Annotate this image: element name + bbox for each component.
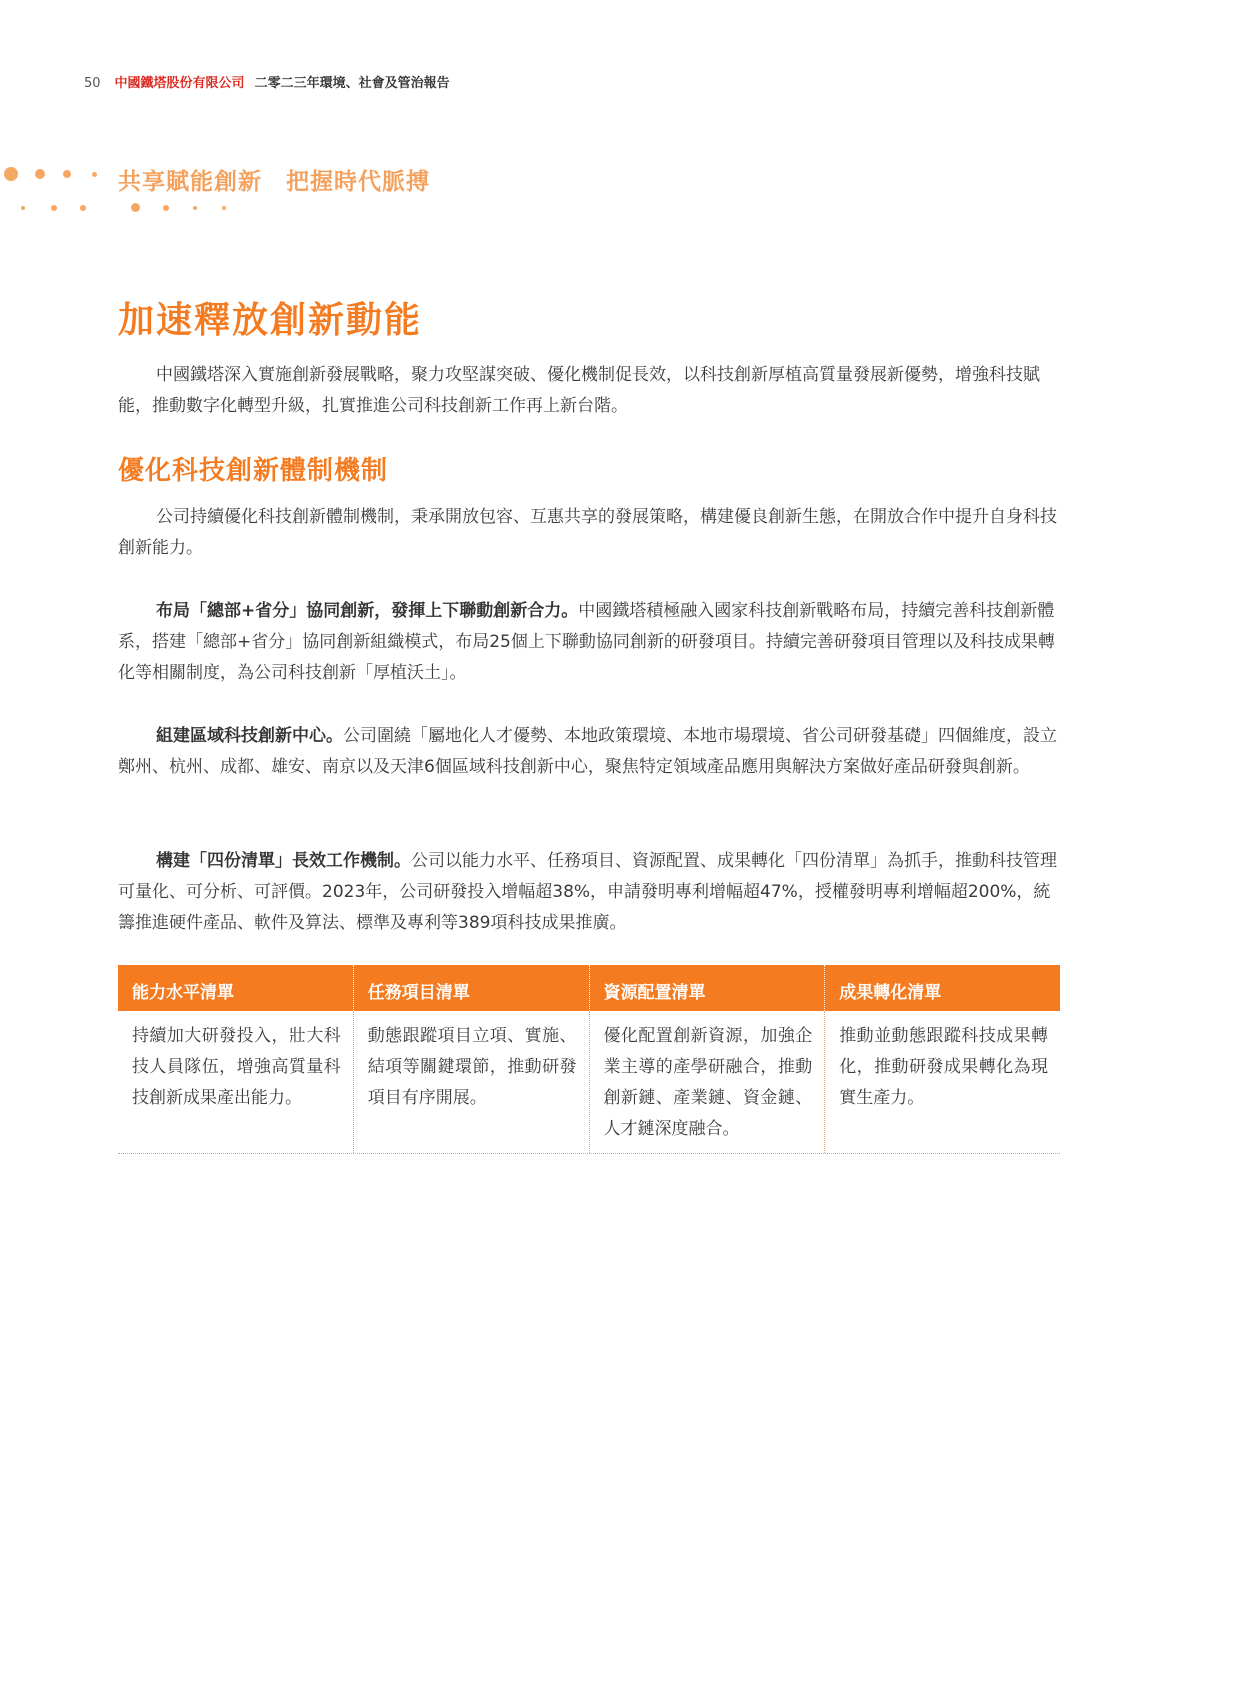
subsection-title: 優化科技創新體制機制 xyxy=(118,456,389,486)
dot-icon xyxy=(92,172,97,177)
paragraph-collaborative-innovation xyxy=(118,596,1058,689)
report-title: 二零二三年環境、社會及管治報告 xyxy=(254,76,450,91)
section-intro: 中國鐵塔深入實施創新發展戰略，聚力攻堅謀突破、優化機制促長效，以科技創新厚植高質量發展新優勢，增強科技賦能，推動數字化轉型升級，扎實推進公司科技創新工作再上新台階。 xyxy=(118,365,1040,416)
paragraph-four-lists xyxy=(118,846,1058,939)
table-header-cell: 資源配置清單 xyxy=(589,965,825,1011)
dot-icon xyxy=(163,205,169,211)
section-title: 加速釋放創新動能 xyxy=(118,300,423,341)
table-header-cell: 能力水平清單 xyxy=(132,983,234,1003)
dot-icon xyxy=(35,169,45,179)
running-header xyxy=(84,72,450,91)
subsection-intro: 公司持續優化科技創新體制機制，秉承開放包容、互惠共享的發展策略，構建優良創新生態，在開放合作中提升自身科技創新能力。 xyxy=(118,507,1057,558)
table-cell: 優化配置創新資源，加強企業主導的產學研融合，推動創新鏈、產業鏈、資金鏈、人才鏈深度融合。 xyxy=(589,1011,825,1153)
dot-icon xyxy=(4,167,18,181)
company-name: 中國鐵塔股份有限公司 xyxy=(114,76,245,91)
page-number: 50 xyxy=(84,76,101,91)
chapter-banner-title: 共享賦能創新 把握時代脈搏 xyxy=(118,169,430,195)
dot-icon xyxy=(193,206,197,210)
table-header-row xyxy=(118,965,1060,1011)
dot-icon xyxy=(63,170,71,178)
paragraph-lead: 構建「四份清單」長效工作機制。 xyxy=(156,851,411,871)
dot-icon xyxy=(21,206,25,210)
dot-icon xyxy=(51,205,57,211)
table-header-cell: 任務項目清單 xyxy=(353,965,589,1011)
paragraph-body: 中國鐵塔積極融入國家科技創新戰略布局，持續完善科技創新體系，搭建「總部+省分」協同創新組織模式，布局25個上下聯動協同創新的研發項目。持續完善研發項目管理以及科技成果轉化等相關制度，為公司科技創新「厚植沃土」。 xyxy=(118,601,1055,683)
paragraph-lead: 布局「總部+省分」協同創新，發揮上下聯動創新合力。 xyxy=(156,601,579,621)
dot-icon xyxy=(131,203,140,212)
paragraph-lead: 組建區域科技創新中心。 xyxy=(156,726,343,746)
table-row xyxy=(118,1011,1060,1153)
table-header-cell: 成果轉化清單 xyxy=(824,965,1060,1011)
table-cell: 推動並動態跟蹤科技成果轉化，推動研發成果轉化為現實生產力。 xyxy=(824,1011,1060,1153)
table-cell: 持續加大研發投入，壯大科技人員隊伍，增強高質量科技創新成果產出能力。 xyxy=(132,1026,341,1108)
four-lists-table xyxy=(118,965,1060,1154)
table-cell: 動態跟蹤項目立項、實施、結項等關鍵環節，推動研發項目有序開展。 xyxy=(353,1011,589,1153)
paragraph-body: 公司圍繞「屬地化人才優勢、本地政策環境、本地市場環境、省公司研發基礎」四個維度，設立鄭州、杭州、成都、雄安、南京以及天津6個區域科技創新中心，聚焦特定領域產品應用與解決方案做好產品研發與創新。 xyxy=(118,726,1057,777)
paragraph-regional-centers xyxy=(118,721,1058,783)
paragraph-body: 公司以能力水平、任務項目、資源配置、成果轉化「四份清單」為抓手，推動科技管理可量化、可分析、可評價。2023年，公司研發投入增幅超38%，申請發明專利增幅超47%，授權發明專利增幅超200%，統籌推進硬件產品、軟件及算法、標準及專利等389項科技成果推廣。 xyxy=(118,851,1057,933)
dot-icon xyxy=(222,206,226,210)
dot-icon xyxy=(80,205,86,211)
